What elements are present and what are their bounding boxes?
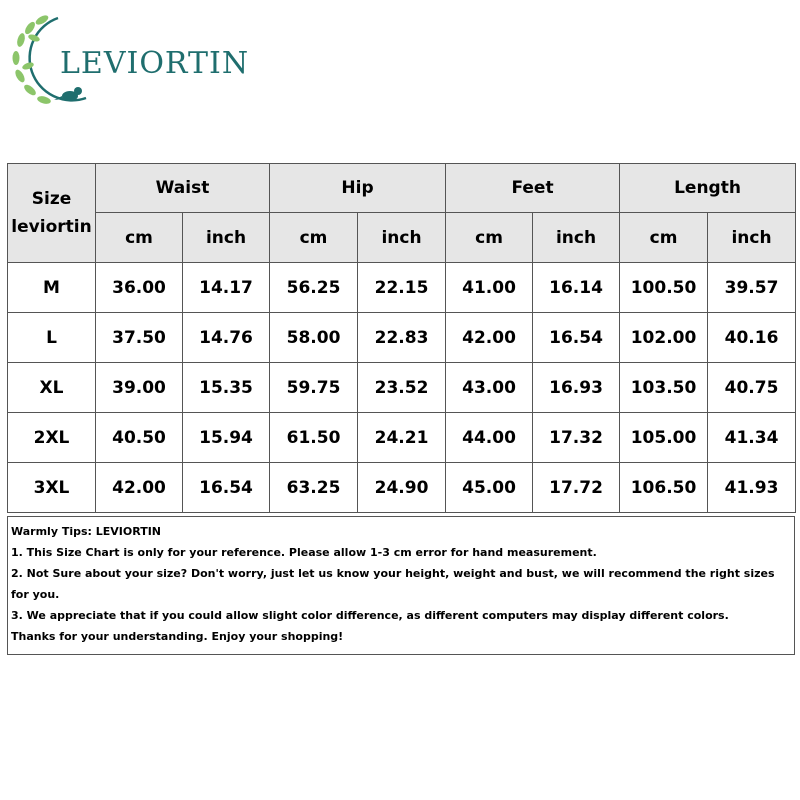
size-chart-table (7, 163, 796, 513)
table-cell: 16.93 (533, 363, 620, 413)
brand-logo (8, 10, 278, 110)
table-cell: 40.16 (708, 313, 796, 363)
table-cell: 14.76 (183, 313, 270, 363)
table-cell: 17.72 (533, 463, 620, 513)
table-cell: 106.50 (620, 463, 708, 513)
table-cell: 40.50 (96, 413, 183, 463)
table-cell: 16.14 (533, 263, 620, 313)
table-cell: 56.25 (270, 263, 358, 313)
table-cell: 42.00 (96, 463, 183, 513)
table-cell: 102.00 (620, 313, 708, 363)
size-label: 3XL (8, 463, 96, 513)
unit-header: cm (620, 213, 708, 263)
table-cell: 39.57 (708, 263, 796, 313)
unit-header: cm (446, 213, 533, 263)
table-cell: 39.00 (96, 363, 183, 413)
table-cell: 44.00 (446, 413, 533, 463)
table-row (8, 463, 796, 513)
table-cell: 17.32 (533, 413, 620, 463)
table-cell: 42.00 (446, 313, 533, 363)
table-cell: 41.34 (708, 413, 796, 463)
size-label: L (8, 313, 96, 363)
unit-header: inch (533, 213, 620, 263)
table-row (8, 263, 796, 313)
tips-title: Warmly Tips: LEVIORTIN (11, 525, 162, 538)
unit-header: cm (96, 213, 183, 263)
table-cell: 36.00 (96, 263, 183, 313)
size-header-line: Size (31, 189, 72, 209)
table-cell: 43.00 (446, 363, 533, 413)
table-cell: 58.00 (270, 313, 358, 363)
table-cell: 41.93 (708, 463, 796, 513)
table-cell: 15.94 (183, 413, 270, 463)
table-cell: 45.00 (446, 463, 533, 513)
table-cell: 105.00 (620, 413, 708, 463)
size-label: XL (8, 363, 96, 413)
table-cell: 14.17 (183, 263, 270, 313)
table-cell: 41.00 (446, 263, 533, 313)
size-header-brand: leviortin (11, 217, 92, 237)
table-cell: 22.83 (358, 313, 446, 363)
table-cell: 40.75 (708, 363, 796, 413)
unit-header: inch (358, 213, 446, 263)
group-header-feet: Feet (446, 164, 620, 213)
group-header-waist: Waist (96, 164, 270, 213)
size-column-header (8, 164, 96, 263)
table-cell: 22.15 (358, 263, 446, 313)
unit-header: cm (270, 213, 358, 263)
tips-line: 1. This Size Chart is only for your reference. Please allow 1-3 cm error for hand measurement. (11, 546, 597, 559)
table-cell: 24.90 (358, 463, 446, 513)
group-header-length: Length (620, 164, 796, 213)
table-cell: 63.25 (270, 463, 358, 513)
table-cell: 16.54 (183, 463, 270, 513)
tips-box (7, 516, 795, 655)
table-row (8, 363, 796, 413)
table-cell: 59.75 (270, 363, 358, 413)
size-label: 2XL (8, 413, 96, 463)
table-cell: 24.21 (358, 413, 446, 463)
table-cell: 103.50 (620, 363, 708, 413)
group-header-hip: Hip (270, 164, 446, 213)
table-cell: 61.50 (270, 413, 358, 463)
size-label: M (8, 263, 96, 313)
table-cell: 16.54 (533, 313, 620, 363)
unit-header: inch (183, 213, 270, 263)
table-row (8, 413, 796, 463)
tips-line: 2. Not Sure about your size? Don't worry, just let us know your height, weight and bust, we will recommend the right sizes for you. (11, 567, 775, 601)
table-row (8, 313, 796, 363)
table-cell: 37.50 (96, 313, 183, 363)
table-cell: 15.35 (183, 363, 270, 413)
tips-line: 3. We appreciate that if you could allow slight color difference, as different computers may display different colors. (11, 609, 729, 622)
brand-name: LEVIORTIN (60, 46, 250, 81)
table-cell: 23.52 (358, 363, 446, 413)
unit-header: inch (708, 213, 796, 263)
table-cell: 100.50 (620, 263, 708, 313)
tips-line: Thanks for your understanding. Enjoy your shopping! (11, 630, 344, 643)
